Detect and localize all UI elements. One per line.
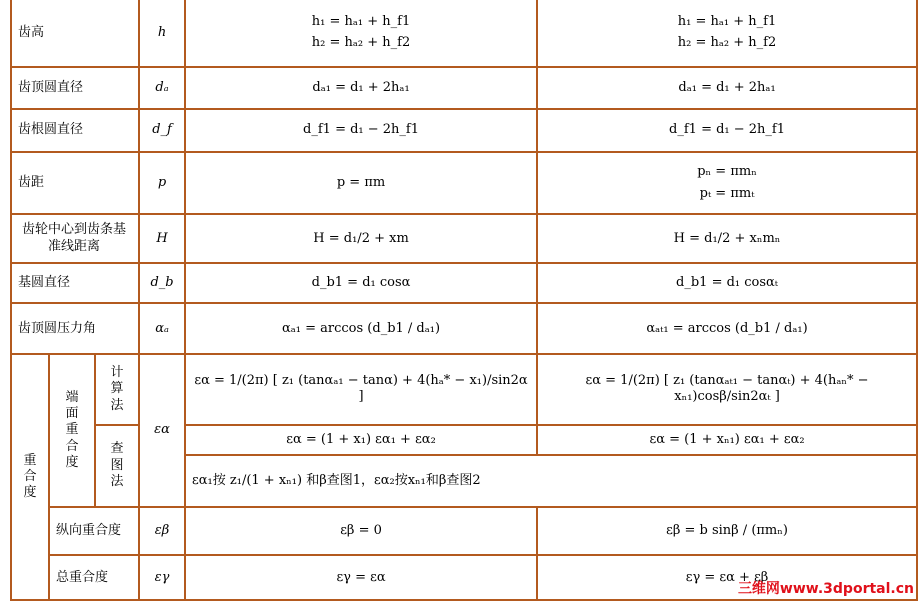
formula-spur: H = d₁/2 + xm: [185, 214, 537, 263]
param-symbol: d_b: [139, 263, 185, 303]
param-symbol: εγ: [139, 555, 185, 600]
chart-lookup-note: εα₁按 z₁/(1 + xₙ₁) 和β查图1，εα₂按xₙ₁和β查图2: [185, 455, 917, 507]
formula-spur: εβ = 0: [185, 507, 537, 556]
formula-line: pₜ = πmₜ: [699, 185, 755, 201]
param-name: 齿根圆直径: [11, 109, 139, 151]
formula-helical: H = d₁/2 + xₙmₙ: [537, 214, 917, 263]
formula-helical: εα = (1 + xₙ₁) εα₁ + εα₂: [537, 425, 917, 455]
formula-spur: εγ = εα: [185, 555, 537, 600]
param-name: 基圆直径: [11, 263, 139, 303]
param-symbol: εβ: [139, 507, 185, 556]
formula-spur: αₐ₁ = arccos (d_b1 / dₐ₁): [185, 303, 537, 354]
formula-spur: εα = 1/(2π) [ z₁ (tanαₐ₁ − tanα) + 4(hₐ* − x₁)/sin2α ]: [185, 354, 537, 425]
formula-helical: dₐ₁ = d₁ + 2hₐ₁: [537, 67, 917, 109]
formula-helical: αₐₜ₁ = arccos (d_b1 / dₐ₁): [537, 303, 917, 354]
formula-helical: εβ = b sinβ / (πmₙ): [537, 507, 917, 556]
formula-spur: d_f1 = d₁ − 2h_f1: [185, 109, 537, 151]
calc-method-label: 计 算 法: [95, 354, 139, 425]
param-symbol: d_f: [139, 109, 185, 151]
param-name: 齿顶圆压力角: [11, 303, 139, 354]
formula-helical: [537, 152, 917, 215]
formula-spur: d_b1 = d₁ cosα: [185, 263, 537, 303]
formula-spur: p = πm: [185, 152, 537, 215]
chart-method-label: 查 图 法: [95, 425, 139, 507]
row-tip-pressure-angle: [11, 303, 917, 354]
row-contact-calc: [11, 354, 917, 425]
param-name: 总重合度: [49, 555, 139, 600]
transverse-contact-label: 端 面 重 合 度: [49, 354, 95, 507]
param-name: 齿轮中心到齿条基准线距离: [11, 214, 139, 263]
row-tooth-height: [11, 0, 917, 67]
formula-line: h₁ = hₐ₁ + h_f1: [677, 14, 777, 30]
row-pitch: [11, 152, 917, 215]
formula-line: h₂ = hₐ₂ + h_f2: [677, 35, 777, 51]
contact-ratio-group-label: 重 合 度: [11, 354, 49, 600]
formula-spur: dₐ₁ = d₁ + 2hₐ₁: [185, 67, 537, 109]
param-symbol: H: [139, 214, 185, 263]
param-symbol: αₐ: [139, 303, 185, 354]
formula-spur: εα = (1 + x₁) εα₁ + εα₂: [185, 425, 537, 455]
param-symbol: p: [139, 152, 185, 215]
gear-parameter-table: [10, 0, 918, 601]
param-symbol: h: [139, 0, 185, 67]
formula-line: h₁ = hₐ₁ + h_f1: [311, 14, 411, 30]
formula-helical: εγ = εα + εβ: [537, 555, 917, 600]
row-tip-diameter: [11, 67, 917, 109]
formula-line: pₙ = πmₙ: [697, 164, 757, 180]
param-symbol: εα: [139, 354, 185, 507]
formula-spur: [185, 0, 537, 67]
formula-helical: [537, 0, 917, 67]
row-root-diameter: [11, 109, 917, 151]
row-base-diameter: [11, 263, 917, 303]
formula-line: h₂ = hₐ₂ + h_f2: [311, 35, 411, 51]
formula-helical: εα = 1/(2π) [ z₁ (tanαₐₜ₁ − tanαₜ) + 4(hₐₙ* − xₙ₁)cosβ/sin2αₜ ]: [537, 354, 917, 425]
row-center-distance: [11, 214, 917, 263]
param-name: 纵向重合度: [49, 507, 139, 556]
param-name: 齿顶圆直径: [11, 67, 139, 109]
param-symbol: dₐ: [139, 67, 185, 109]
formula-helical: d_f1 = d₁ − 2h_f1: [537, 109, 917, 151]
param-name: 齿高: [11, 0, 139, 67]
row-axial-contact: [11, 507, 917, 556]
formula-helical: d_b1 = d₁ cosαₜ: [537, 263, 917, 303]
param-name: 齿距: [11, 152, 139, 215]
site-watermark: 三维网www.3dportal.cn: [737, 581, 914, 597]
